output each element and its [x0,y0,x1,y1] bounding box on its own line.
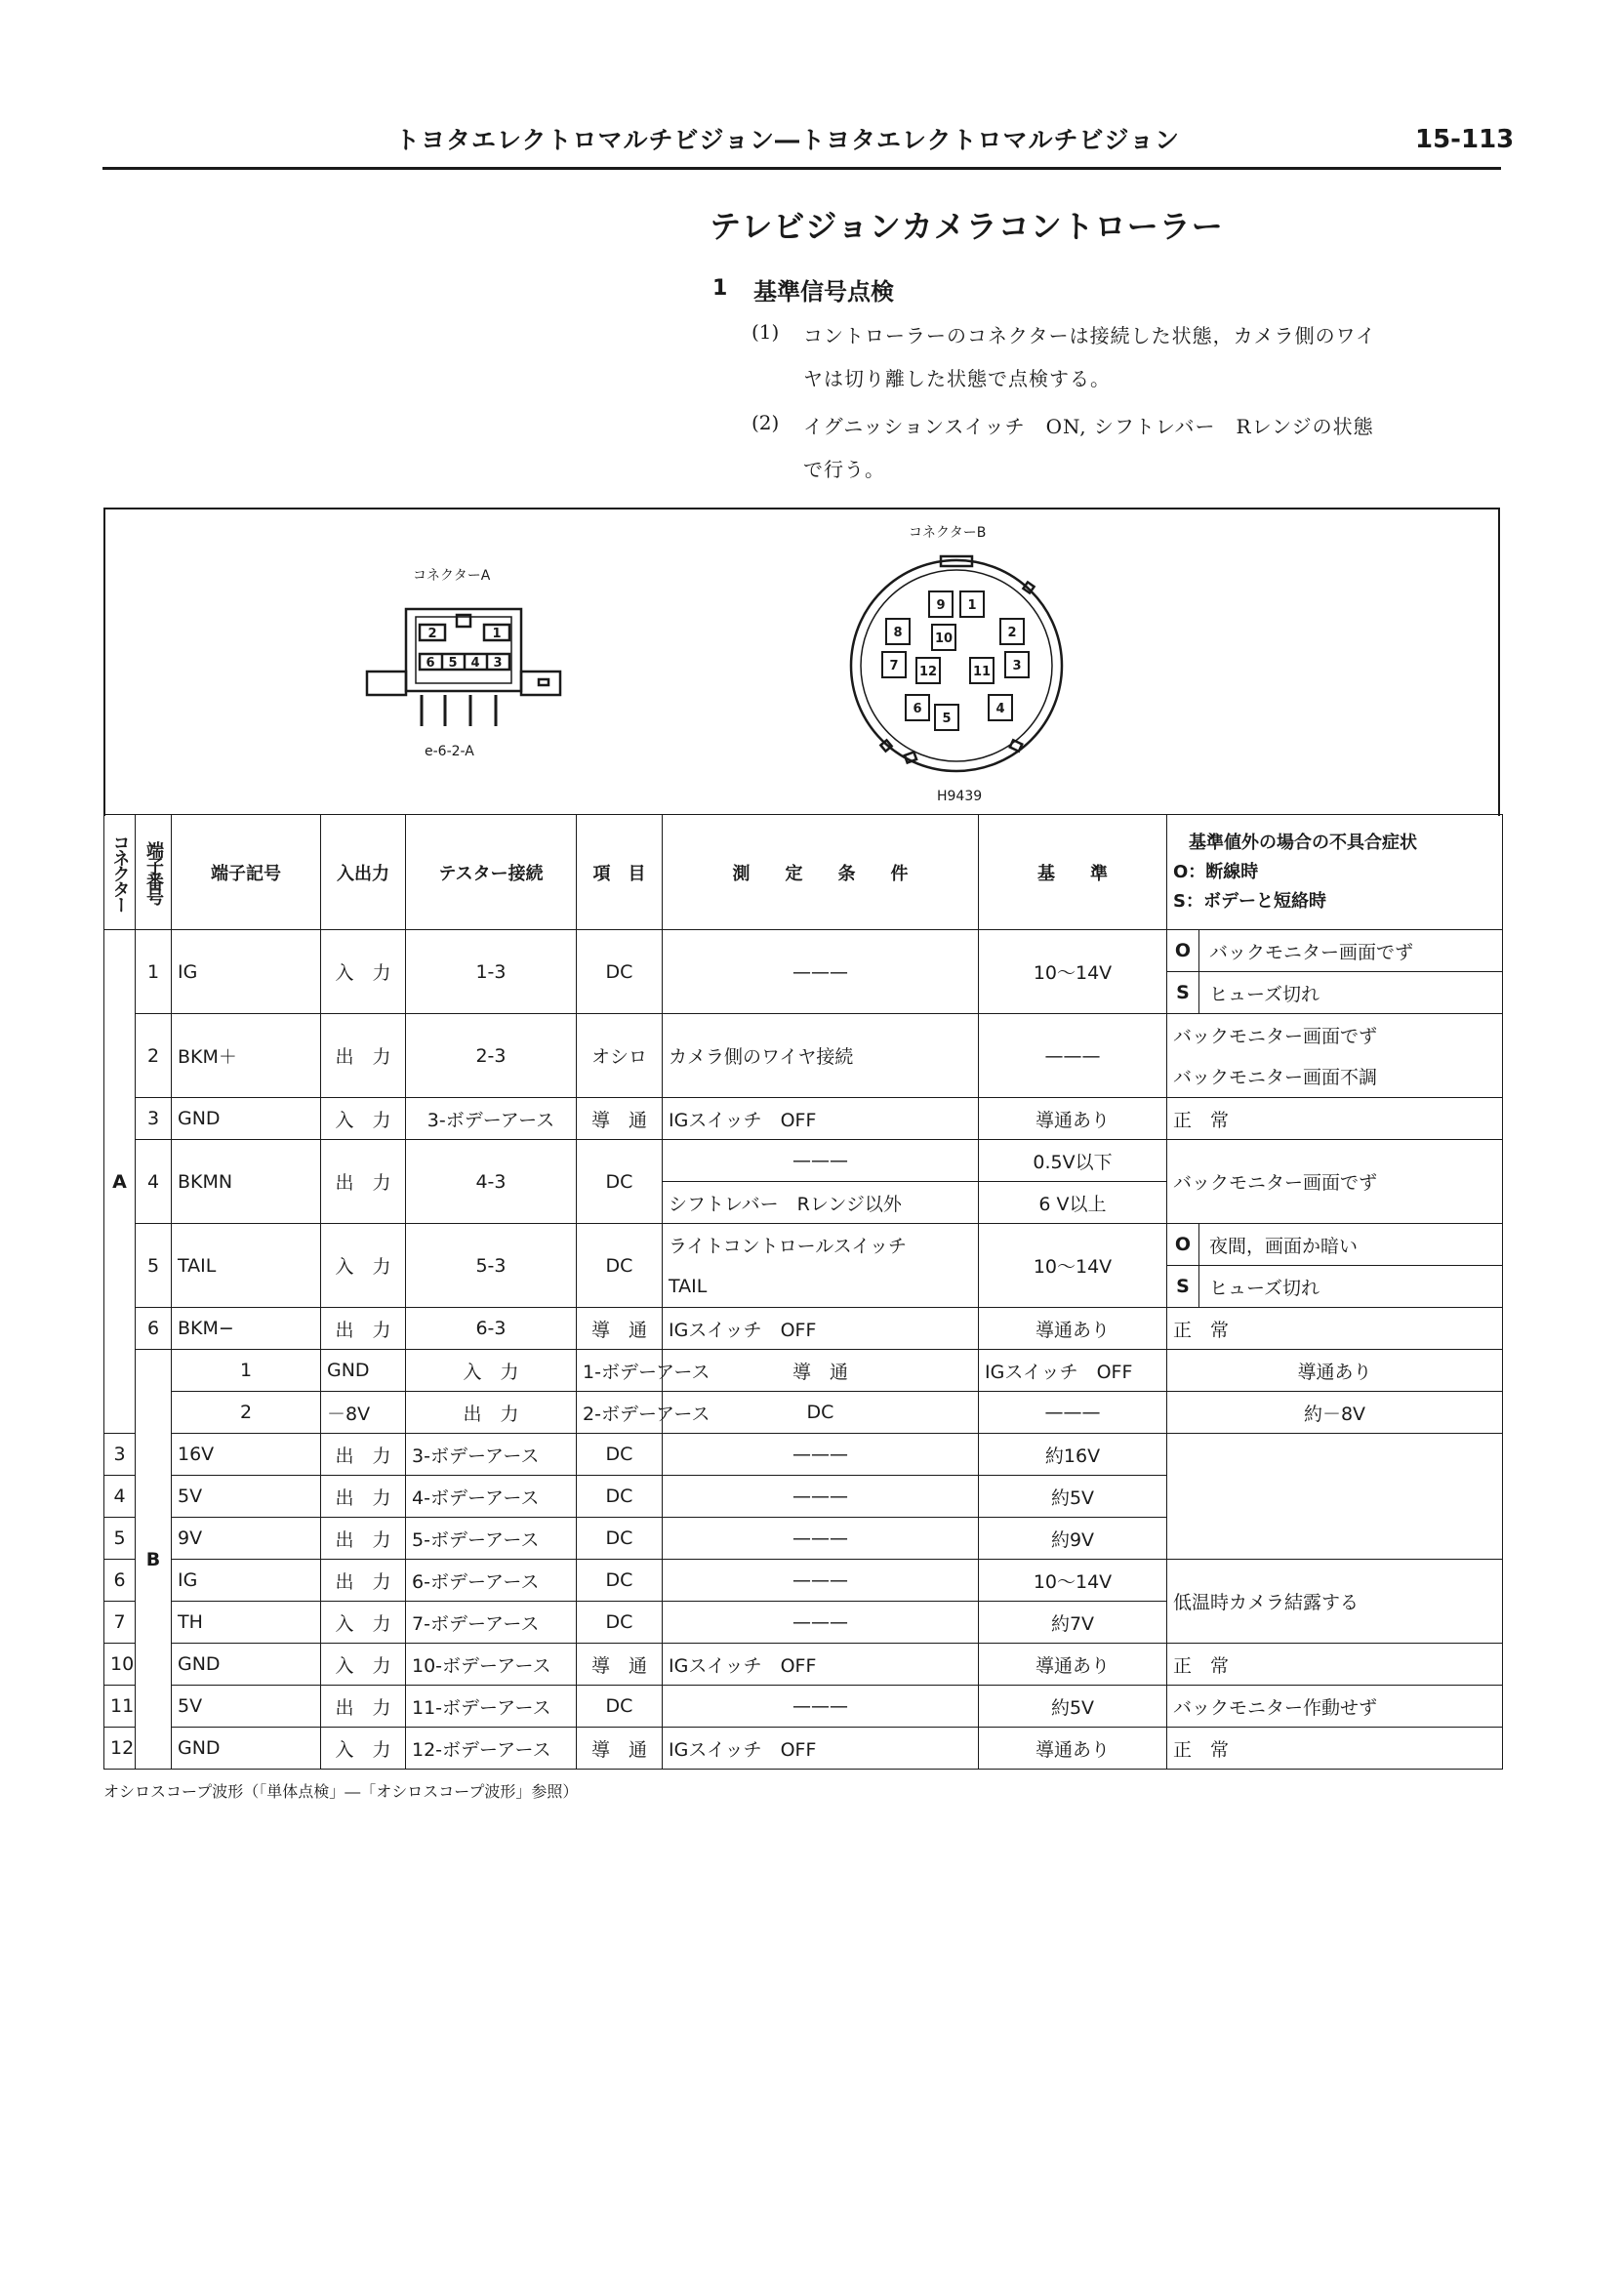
row-a5-item: DC [577,1224,663,1308]
row-b10-std: 導通あり [979,1644,1167,1686]
row-b3-io: 出 力 [321,1434,406,1476]
row-a4-item: DC [577,1140,663,1224]
step-number: 1 [712,276,728,301]
connector-b-pin-7: 7 [889,659,899,673]
connector-a-drawing [361,597,566,734]
row-a6-cond: IGスイッチ OFF [663,1308,979,1350]
connector-b-pin-1: 1 [967,598,977,613]
fault-symbol: S [1167,972,1199,1013]
row-b12-fault: 正 常 [1167,1728,1503,1770]
row-b12-item: 導 通 [577,1728,663,1770]
row-a6-io: 出 力 [321,1308,406,1350]
row-b3-std: 約16V [979,1434,1167,1476]
row-a1-tester: 1-3 [406,930,577,1014]
connector-a-pin-3: 3 [493,656,503,671]
row-b1-tester: 1-ボデーアース [577,1350,663,1392]
row-b2-sym: －8V [321,1392,406,1434]
row-b7-cond: ——— [663,1602,979,1644]
header-io: 入出力 [321,815,406,930]
row-b10-tester: 10-ボデーアース [406,1644,577,1686]
row-b3-sym: 16V [172,1434,321,1476]
row-a4-cond-2: シフトレバー Rレンジ以外 [663,1182,979,1224]
table-row [104,1224,1503,1266]
row-a1-cond: ——— [663,930,979,1014]
row-b10-fault: 正 常 [1167,1644,1503,1686]
row-b2-tester: 2-ボデーアース [577,1392,663,1434]
row-a1-io: 入 力 [321,930,406,1014]
connector-b-pin-10: 10 [934,631,954,646]
row-a1-no: 1 [136,930,172,1014]
instruction-2-line-1: イグニッションスイッチ ON, シフトレバー Rレンジの状態 [803,415,1374,438]
row-b4-io: 出 力 [321,1476,406,1518]
table-row [104,1686,1503,1728]
row-b7-std: 約7V [979,1602,1167,1644]
connector-a-pin-2: 2 [427,627,437,641]
row-a4-no: 4 [136,1140,172,1224]
row-b12-std: 導通あり [979,1728,1167,1770]
connector-b-pin-2: 2 [1007,626,1017,640]
row-a3-io: 入 力 [321,1098,406,1140]
row-a3-no: 3 [136,1098,172,1140]
instruction-1-line-1: コントローラーのコネクターは接続した状態，カメラ側のワイ [803,324,1376,347]
connector-a-label: コネクターA [413,568,491,584]
connector-a-pin-1: 1 [492,627,502,641]
row-b12-no: 12 [104,1728,136,1770]
connector-b-drawing [839,547,1074,781]
row-b3-tester: 3-ボデーアース [406,1434,577,1476]
row-a4-cond-1: ——— [663,1140,979,1182]
row-b1-cond: IGスイッチ OFF [979,1350,1167,1392]
row-b5-no: 5 [104,1518,136,1560]
connector-b-code: H9439 [937,789,983,804]
connector-b-pin-11: 11 [972,665,992,679]
table-row [104,930,1503,972]
connector-b-pin-3: 3 [1012,659,1022,673]
row-b5-io: 出 力 [321,1518,406,1560]
row-b11-std: 約5V [979,1686,1167,1728]
row-b11-io: 出 力 [321,1686,406,1728]
row-b11-no: 11 [104,1686,136,1728]
connector-a-code: e-6-2-A [425,744,474,759]
row-a1-std: 10～14V [979,930,1167,1014]
row-a5-no: 5 [136,1224,172,1308]
row-b2-no: 2 [172,1392,321,1434]
fault-symbol: S [1167,1266,1199,1307]
header-tester: テスター接続 [406,815,577,930]
row-a4-sym: BKMN [172,1140,321,1224]
row-b11-fault: バックモニター作動せず [1167,1686,1503,1728]
row-b5-item: DC [577,1518,663,1560]
row-a4-fault: バックモニター画面でず [1167,1140,1503,1224]
row-b2-item: DC [663,1392,979,1434]
header-fault-s: S：ボデーと短絡時 [1173,890,1326,912]
fault-symbol: O [1167,930,1199,971]
fault-text: ヒューズ切れ [1209,983,1320,1005]
row-a1-fault-o [1167,930,1503,972]
row-a5-fault-o [1167,1224,1503,1266]
row-b5-std: 約9V [979,1518,1167,1560]
row-b6-cond: ——— [663,1560,979,1602]
row-b12-sym: GND [172,1728,321,1770]
connector-b-pin-8: 8 [893,626,903,640]
connector-a-pin-4: 4 [470,656,480,671]
row-b3-cond: ——— [663,1434,979,1476]
row-b5-sym: 9V [172,1518,321,1560]
row-b4-item: DC [577,1476,663,1518]
row-a5-tester: 5-3 [406,1224,577,1308]
group-a: A [104,930,136,1434]
row-a3-cond: IGスイッチ OFF [663,1098,979,1140]
row-a5-cond-1: ライトコントロールスイッチ [663,1224,979,1266]
row-b6-b7-fault: 低温時カメラ結露する [1167,1560,1503,1644]
row-b2-cond: ——— [979,1392,1167,1434]
row-b3-item: DC [577,1434,663,1476]
row-a2-no: 2 [136,1014,172,1098]
row-a4-std-2: 6 V以上 [979,1182,1167,1224]
table-row [104,1644,1503,1686]
row-a6-no: 6 [136,1308,172,1350]
row-a1-item: DC [577,930,663,1014]
row-b7-sym: TH [172,1602,321,1644]
row-b6-no: 6 [104,1560,136,1602]
row-b5-cond: ——— [663,1518,979,1560]
instruction-2-number: (2) [751,411,780,434]
header-fault-title: 基準値外の場合の不具合症状 [1189,832,1417,853]
row-a1-fault-s [1167,972,1503,1014]
row-a5-io: 入 力 [321,1224,406,1308]
footnote: オシロスコープ波形（「単体点検」―「オシロスコープ波形」参照） [103,1782,579,1801]
header-fault-o: O：断線時 [1173,861,1259,882]
row-a2-sym: BKM＋ [172,1014,321,1098]
table-row [104,1434,1503,1476]
connector-b-pin-9: 9 [936,598,946,613]
row-b11-item: DC [577,1686,663,1728]
table-row [104,1518,1503,1560]
row-a6-sym: BKM− [172,1308,321,1350]
row-b5-tester: 5-ボデーアース [406,1518,577,1560]
fault-text: バックモニター画面でず [1209,941,1414,963]
row-a2-fault-2: バックモニター画面不調 [1167,1056,1503,1098]
connector-b-pin-5: 5 [942,712,952,726]
row-b1-io: 入 力 [406,1350,577,1392]
table-row [104,1140,1503,1182]
row-b11-tester: 11-ボデーアース [406,1686,577,1728]
row-b1-no: 1 [172,1350,321,1392]
row-a5-fault-s [1167,1266,1503,1308]
header-terminal-symbol: 端子記号 [172,815,321,930]
connector-diagram-box [103,508,1500,816]
row-b6-io: 出 力 [321,1560,406,1602]
header-item: 項 目 [577,815,663,930]
row-b7-io: 入 力 [321,1602,406,1644]
row-a3-item: 導 通 [577,1098,663,1140]
header-terminal-no: 端子番号 [136,815,172,930]
table-row [104,1392,1503,1434]
row-a4-io: 出 力 [321,1140,406,1224]
connector-b-pin-12: 12 [918,665,938,679]
row-b1-std: 導通あり [1167,1350,1503,1392]
table-row [104,1560,1503,1602]
step-title: 基準信号点検 [753,278,894,305]
row-b6-tester: 6-ボデーアース [406,1560,577,1602]
row-a2-fault-1: バックモニター画面でず [1167,1014,1503,1056]
row-b10-no: 10 [104,1644,136,1686]
header-connector: コネクター [104,815,136,930]
row-b12-tester: 12-ボデーアース [406,1728,577,1770]
header-fault [1167,815,1503,930]
row-b7-tester: 7-ボデーアース [406,1602,577,1644]
row-b3-no: 3 [104,1434,136,1476]
row-a2-cond: カメラ側のワイヤ接続 [663,1014,979,1098]
row-b4-cond: ——— [663,1476,979,1518]
row-a5-cond-2: TAIL [663,1266,979,1308]
table-row [104,1350,1503,1392]
row-b12-cond: IGスイッチ OFF [663,1728,979,1770]
row-b10-io: 入 力 [321,1644,406,1686]
connector-b-label: コネクターB [909,525,987,541]
row-a1-sym: IG [172,930,321,1014]
row-b6-item: DC [577,1560,663,1602]
instruction-2-line-2: で行う。 [803,458,885,481]
group-b: B [136,1350,172,1770]
row-b4-std: 約5V [979,1476,1167,1518]
fault-symbol: O [1167,1224,1199,1265]
row-a3-tester: 3-ボデーアース [406,1098,577,1140]
fault-text: 夜間，画面か暗い [1209,1235,1359,1257]
row-b12-io: 入 力 [321,1728,406,1770]
table-row [104,1014,1503,1056]
row-a2-tester: 2-3 [406,1014,577,1098]
row-a6-item: 導 通 [577,1308,663,1350]
row-b1-sym: GND [321,1350,406,1392]
table-row [104,1098,1503,1140]
row-a6-fault: 正 常 [1167,1308,1503,1350]
row-a2-std: ——— [979,1014,1167,1098]
row-a3-fault: 正 常 [1167,1098,1503,1140]
row-a5-std: 10～14V [979,1224,1167,1308]
table-row [104,1476,1503,1518]
row-b2-std: 約－8V [1167,1392,1503,1434]
row-a5-sym: TAIL [172,1224,321,1308]
row-b10-item: 導 通 [577,1644,663,1686]
row-a2-item: オシロ [577,1014,663,1098]
row-b6-std: 10～14V [979,1560,1167,1602]
header-rule [102,167,1501,170]
row-b11-cond: ——— [663,1686,979,1728]
row-a6-std: 導通あり [979,1308,1167,1350]
row-b1-item: 導 通 [663,1350,979,1392]
table-row [104,1308,1503,1350]
connector-a-pin-5: 5 [448,656,458,671]
fault-text: ヒューズ切れ [1209,1277,1320,1299]
row-b7-item: DC [577,1602,663,1644]
row-b10-sym: GND [172,1644,321,1686]
section-title: テレビジョンカメラコントローラー [710,208,1224,245]
instruction-1-line-2: ヤは切り離した状態で点検する。 [803,367,1111,390]
row-b2-io: 出 力 [406,1392,577,1434]
row-b4-tester: 4-ボデーアース [406,1476,577,1518]
header-condition: 測 定 条 件 [663,815,979,930]
spec-table [103,814,1503,1770]
instruction-1-number: (1) [751,320,780,344]
row-b4-no: 4 [104,1476,136,1518]
row-b10-cond: IGスイッチ OFF [663,1644,979,1686]
row-a4-std-1: 0.5V以下 [979,1140,1167,1182]
row-b11-sym: 5V [172,1686,321,1728]
row-b4-sym: 5V [172,1476,321,1518]
row-a2-io: 出 力 [321,1014,406,1098]
table-row [104,1728,1503,1770]
row-b6-sym: IG [172,1560,321,1602]
row-a3-sym: GND [172,1098,321,1140]
connector-a-pin-6: 6 [426,656,435,671]
connector-b-pin-4: 4 [995,702,1005,716]
table-header-row [104,815,1503,930]
running-header: トヨタエレクトロマルチビジョン―トヨタエレクトロマルチビジョン [395,126,1181,154]
page-number: 15-113 [1415,125,1515,154]
row-a3-std: 導通あり [979,1098,1167,1140]
row-a6-tester: 6-3 [406,1308,577,1350]
header-standard: 基 準 [979,815,1167,930]
row-b7-no: 7 [104,1602,136,1644]
connector-b-pin-6: 6 [913,702,922,716]
row-a4-tester: 4-3 [406,1140,577,1224]
